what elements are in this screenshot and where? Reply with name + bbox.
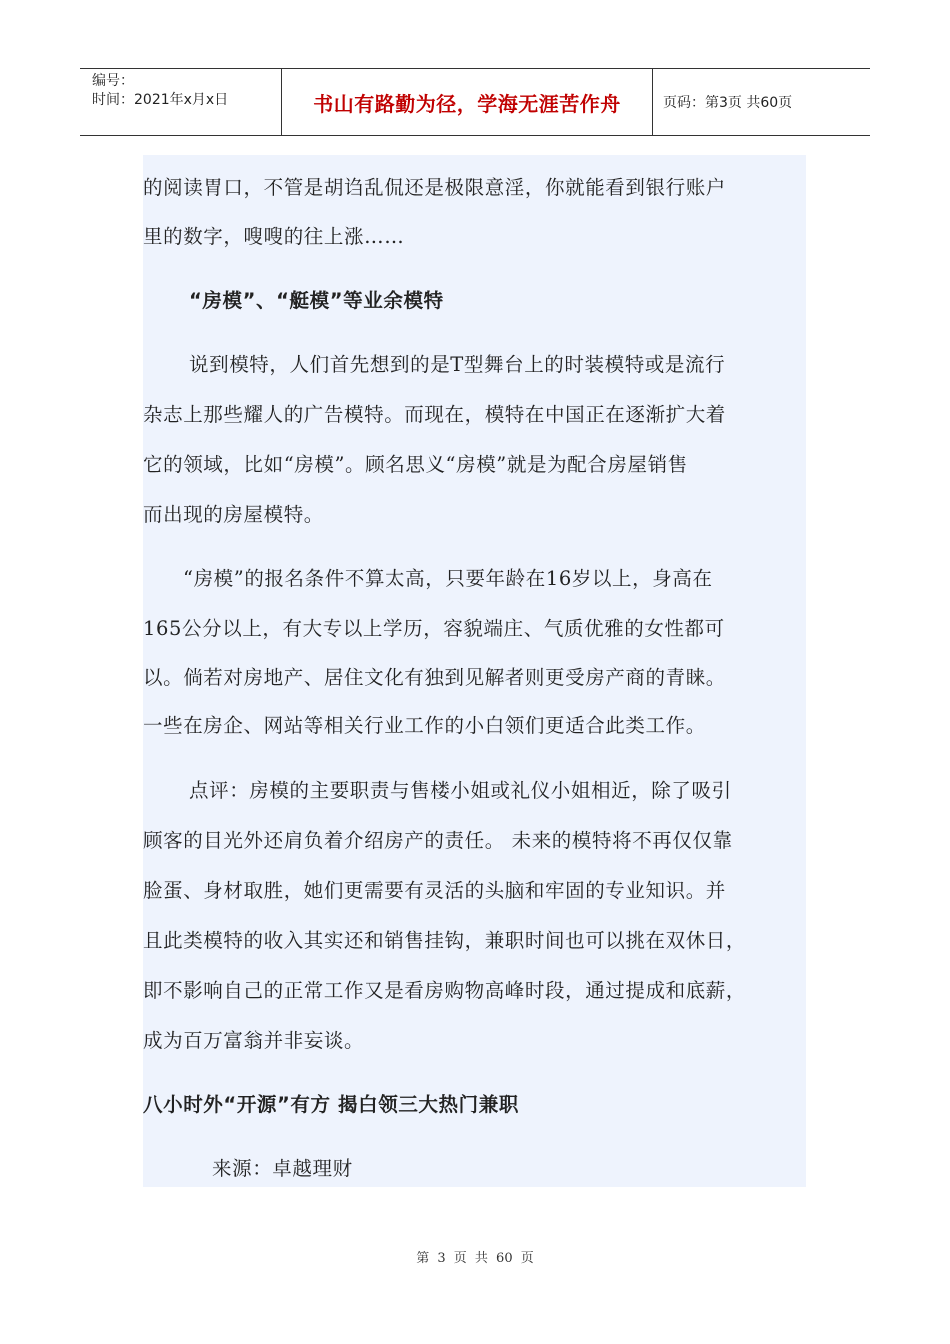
body-line: 杂志上那些耀人的广告模特。而现在，模特在中国正在逐渐扩大着 (143, 403, 726, 426)
body-line: 脸蛋、身材取胜，她们更需要有灵活的头脑和牢固的专业知识。并 (143, 879, 726, 902)
header-motto: 书山有路勤为径，学海无涯苦作舟 (282, 69, 653, 135)
body-line: 说到模特，人们首先想到的是T型舞台上的时装模特或是流行 (189, 353, 726, 376)
body-line: 成为百万富翁并非妄谈。 (143, 1029, 365, 1052)
body-line: “房模”的报名条件不算太高，只要年龄在16岁以上，身高在 (183, 567, 713, 590)
source-line: 来源：卓越理财 (212, 1157, 353, 1180)
number-label: 编号： (92, 73, 134, 89)
page-footer: 第 3 页 共 60 页 (416, 1251, 534, 1266)
section-heading-house-model: “房模”、“艇模”等业余模特 (189, 289, 444, 312)
body-line: 165公分以上，有大专以上学历，容貌端庄、气质优雅的女性都可 (143, 617, 725, 640)
body-line: 的阅读胃口，不管是胡诌乱侃还是极限意淫，你就能看到银行账户 (143, 176, 726, 199)
body-line: 里的数字，嗖嗖的往上涨…… (143, 225, 405, 248)
body-line: 以。倘若对房地产、居住文化有独到见解者则更受房产商的青睐。 (143, 666, 726, 689)
body-line: 一些在房企、网站等相关行业工作的小白领们更适合此类工作。 (143, 714, 706, 737)
body-line: 而出现的房屋模特。 (143, 503, 324, 526)
body-line: 点评：房模的主要职责与售楼小姐或礼仪小姐相近，除了吸引 (189, 779, 732, 802)
document-body (143, 155, 806, 1187)
body-line: 即不影响自己的正常工作又是看房购物高峰时段，通过提成和底薪， (143, 979, 747, 1002)
body-line: 顾客的目光外还肩负着介绍房产的责任。 未来的模特将不再仅仅靠 (143, 829, 733, 852)
body-line: 它的领域，比如“房模”。顾名思义“房模”就是为配合房屋销售 (143, 453, 688, 476)
header-meta (80, 69, 282, 135)
header-table (80, 68, 870, 136)
article-title: 八小时外“开源”有方 揭白领三大热门兼职 (143, 1093, 519, 1116)
header-page-info: 页码：第3页 共60页 (663, 95, 793, 111)
time-label: 时间：2021年x月x日 (92, 92, 229, 108)
body-line: 且此类模特的收入其实还和销售挂钩，兼职时间也可以挑在双休日， (143, 929, 747, 952)
